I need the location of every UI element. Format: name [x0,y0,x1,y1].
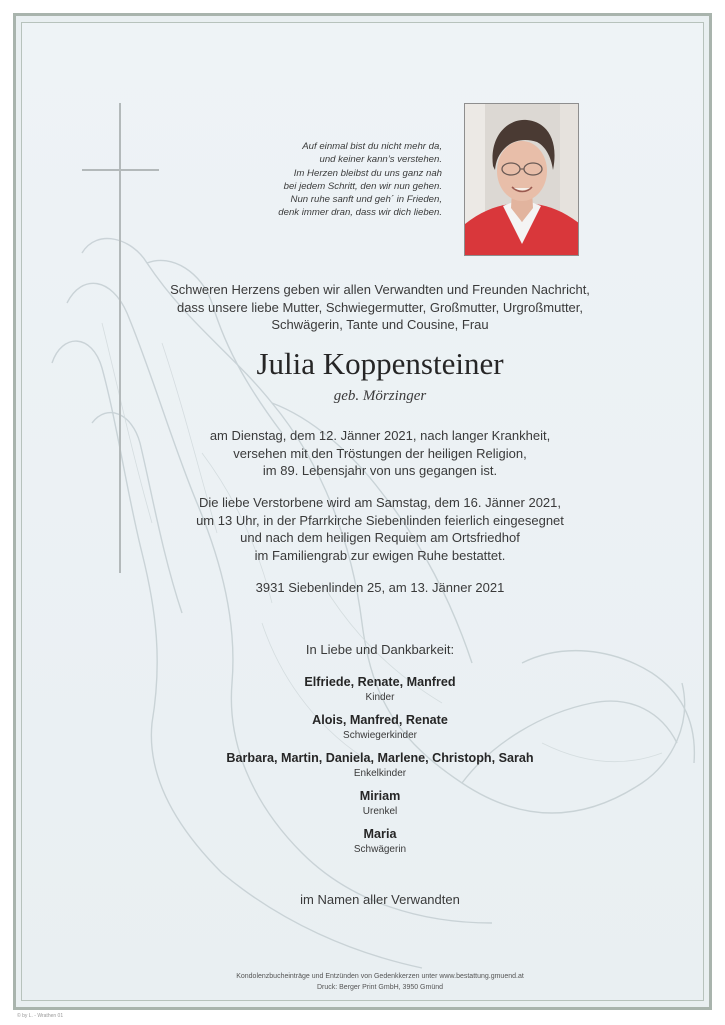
poem-line: Im Herzen bleibst du uns ganz nah [293,167,442,179]
family-names: Maria [363,827,397,841]
family-group [100,712,660,742]
thanks-heading: In Liebe und Dankbarkeit: [305,642,455,657]
poem-line: Nun ruhe sanft und geh´ in Frieden, [290,194,442,206]
poem-line: bei jedem Schritt, den wir nun gehen. [283,180,442,192]
intro-line: dass unsere liebe Mutter, Schwiegermutter, Großmutter, Urgroßmutter, [176,299,584,315]
family-relation: Urenkel [362,806,398,817]
place-date: 3931 Siebenlinden 25, am 13. Jänner 2021 [255,580,505,595]
death-notice [100,427,660,480]
footer [100,972,660,993]
family-group [100,826,660,856]
family-relation: Kinder [365,692,395,703]
funeral-line: Die liebe Verstorbene wird am Samstag, dem 16. Jänner 2021, [198,495,562,510]
family-group [100,674,660,704]
intro-line: Schwägerin, Tante und Cousine, Frau [271,317,489,332]
poem-line: und keiner kann’s verstehen. [319,154,442,166]
copyright-note: © by L. - Wrathen 01 [17,1013,64,1019]
death-notice-line: versehen mit den Tröstungen der heiligen Religion, [233,445,527,461]
poem-line: denk immer dran, dass wir dich lieben. [278,207,442,219]
death-notice-line: im 89. Lebensjahr von uns gegangen ist. [262,463,498,479]
portrait-photo [464,103,579,256]
family-list [100,674,660,864]
cross-horizontal-bar [82,169,159,171]
closing-line: im Namen aller Verwandten [300,892,460,907]
family-group [100,750,660,780]
family-names: Barbara, Martin, Daniela, Marlene, Christoph, Sarah [226,751,534,765]
family-names: Alois, Manfred, Renate [312,713,448,727]
family-names: Elfriede, Renate, Manfred [304,675,456,689]
family-relation: Schwiegerkinder [343,730,417,741]
intro-line: Schweren Herzens geben wir allen Verwandten und Freunden Nachricht, [170,282,590,297]
funeral-line: im Familiengrab zur ewigen Ruhe bestattet. [254,547,506,563]
funeral-details [100,494,660,564]
funeral-line: um 13 Uhr, in der Pfarrkirche Siebenlinden feierlich eingesegnet [196,512,564,528]
footer-printer: Druck: Berger Print GmbH, 3950 Gmünd [316,983,444,991]
family-relation: Schwägerin [353,844,407,855]
funeral-line: und nach dem heiligen Requiem am Ortsfriedhof [240,530,520,546]
family-relation: Enkelkinder [353,768,407,779]
poem [230,140,442,220]
maiden-name: geb. Mörzinger [333,388,427,404]
poem-line: Auf einmal bist du nicht mehr da, [302,141,442,152]
footer-condolence-link[interactable]: Kondolenzbucheinträge und Entzünden von Gedenkkerzen unter www.bestattung.gmuend.at [236,973,524,980]
deceased-name: Julia Koppensteiner [256,346,504,381]
family-names: Miriam [359,789,401,803]
intro-text [100,281,660,334]
death-notice-line: am Dienstag, dem 12. Jänner 2021, nach langer Krankheit, [209,428,551,443]
family-group [100,788,660,818]
